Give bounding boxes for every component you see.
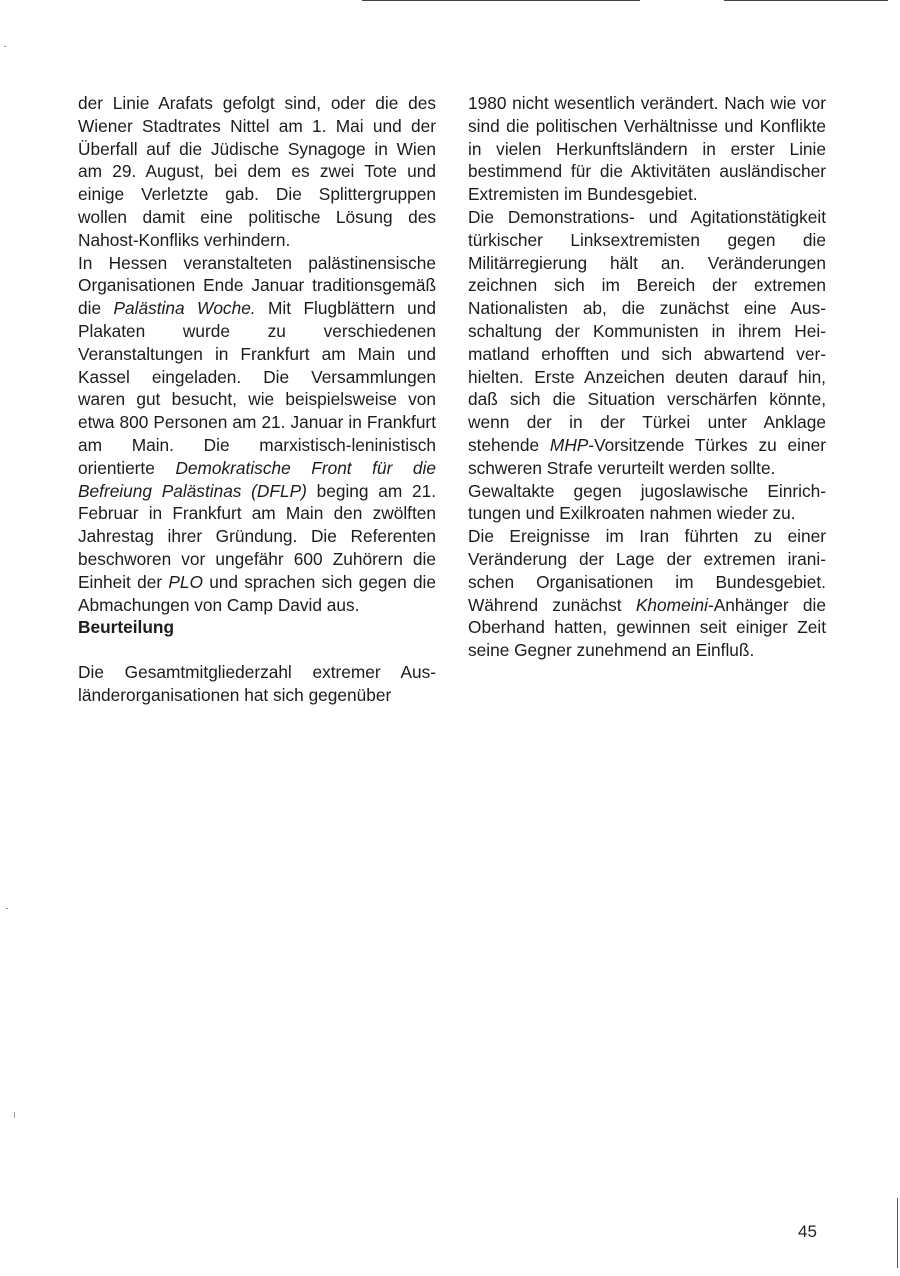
right-paragraph-2 [468, 206, 826, 480]
page-edge-line [897, 1198, 898, 1268]
left-paragraph-1: der Linie Arafats gefolgt sind, oder die des Wiener Stadtrates Nittel am 1. Mai und der Überfall auf die Jüdische Synagoge in Wien am 29. August, bei dem es zwei Tote und einige Verletzte gab. Die Splittergruppen wollen damit eine politische Lösung des Nahost-Konfliks verhindern. [78, 93, 436, 250]
scan-speck [14, 1112, 15, 1118]
left-column [78, 92, 436, 707]
right-paragraph-3: Gewaltakte gegen jugoslawische Einrichtungen und Exilkroaten nahmen wieder zu. [468, 480, 826, 524]
text-run: -Anhänger die Oberhand hatten, gewinnen seit einiger Zeit seine Gegner zunehmend an Einfluß. [468, 594, 826, 661]
scan-speck [6, 908, 8, 909]
text-run: Mit Flugblättern und Plakaten wurde zu verschiedenen Veranstaltungen in Frankfurt am Main und Kassel eingeladen. Die Versammlungen waren gut besucht, wie beispielsweise von etwa 800 Personen am 21. Januar in Frankfurt am Main. Die marxistisch-leninistisch orientierte [78, 298, 437, 478]
right-paragraph-1: 1980 nicht wesentlich verändert. Nach wie vor sind die politischen Verhältnisse und Konflikte in vielen Herkunftsländern in erster Linie bestimmend für die Aktivitäten ausländischer Extremisten im Bundesgebiet. [468, 93, 826, 205]
scan-speck [4, 46, 6, 47]
italic-term: MHP [549, 434, 589, 455]
section-heading: Beurteilung [78, 617, 175, 638]
text-run: In Hessen veranstalteten palästinensische Organisationen Ende Januar traditionsgemäß die [78, 252, 436, 319]
italic-term: Palästina Woche. [113, 298, 256, 319]
top-rule-right [724, 0, 888, 1]
text-run: beging am 21. Februar in Frankfurt am Main den zwölften Jahrestag ihrer Gründung. Die Referenten beschworen vor ungefähr 600 Zuhörern die Einheit der [78, 480, 437, 592]
left-paragraph-2 [78, 252, 436, 617]
text-run: und sprachen sich gegen die Abmachungen von Camp David aus. [78, 571, 437, 615]
left-paragraph-3: Die Gesamtmitgliederzahl extremer Ausländerorganisationen hat sich gegenüber [78, 662, 436, 705]
page-number: 45 [798, 1222, 817, 1241]
right-column [468, 92, 826, 662]
text-run: -Vorsitzende Türkes zu einer schweren Strafe verurteilt werden sollte. [468, 434, 826, 478]
italic-term: Khomeini [635, 594, 708, 615]
text-run: Die Demonstrations- und Agitationstätigkeit türkischer Linksextremisten gegen die Militärregierung hält an. Veränderungen zeichnen sich im Bereich der extremen Nationalisten ab, die zunächst eine Ausschaltung der Kommunisten in ihrem Heimatland erhofften und sich abwartend verhielten. Erste Anzeichen deuten darauf hin, daß sich die Situation verschärfen könnte, wenn der in der Türkei unter Anklage stehende [468, 206, 826, 455]
italic-term: PLO [168, 571, 203, 592]
italic-term: Demokratische Front für die Befreiung Palästinas (DFLP) [78, 457, 436, 501]
top-rule-middle [362, 0, 640, 1]
text-run: Die Ereignisse im Iran führten zu einer Veränderung der Lage der extremen iranischen Organisationen im Bundesgebiet. Während zunächst [468, 526, 826, 615]
right-paragraph-4 [468, 525, 826, 662]
